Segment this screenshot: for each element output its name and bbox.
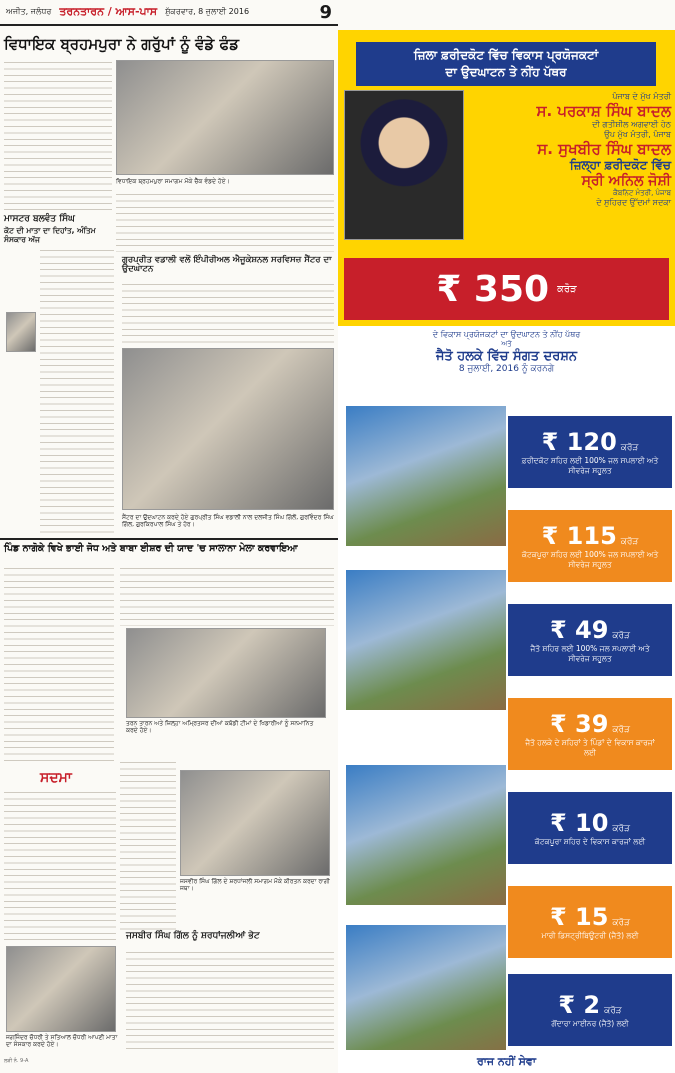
project-item [508,604,672,676]
footer-slogan: ਰਾਜ ਨਹੀਂ ਸੇਵਾ [476,1055,537,1068]
project-amount-row [542,428,639,456]
ad-photo-canal [346,925,506,1060]
date-line: 8 ਜੁਲਾਈ, 2016 ਨੂੰ ਕਰਨਗੇ [458,364,555,374]
article-1-text-b [116,192,334,252]
project-unit: ਕਰੋੜ [612,631,631,641]
ad-portrait [344,90,464,240]
article-5-photo [6,946,116,1032]
project-item [508,792,672,864]
project-description: ਗੋਂਦਾਰਾ ਮਾਈਨਰ (ਜੈਤੋ) ਲਈ [551,1019,629,1028]
article-3-photo [126,628,326,718]
headline-1: ਵਿਧਾਇਕ ਬ੍ਰਹਮਪੁਰਾ ਨੇ ਗਰੁੱਪਾਂ ਨੂੰ ਵੰਡੇ ਫੰਡ [4,35,240,53]
obit-1-subtitle: ਕੋਟ ਦੀ ਮਾਤਾ ਦਾ ਦਿਹਾਂਤ, ਅੰਤਿਮ ਸੰਸਕਾਰ ਅੱਜ [4,226,96,244]
advertisement [338,30,675,1073]
project-unit: ਕਰੋੜ [612,824,631,834]
ad-footer [338,1050,675,1073]
effort-line: ਦੇ ਸੁਹਿਰਦ ਉੱਦਮਾਂ ਸਦਕਾ [596,198,671,207]
article-3-caption: ਤਰਨ ਤਾਰਨ ਅਤੇ ਜ਼ਿਲ੍ਹਾ ਅਮ੍ਰਿਤਸਰ ਦੀਆਂ ਕਬੱਡੀ ਟੀਮਾਂ ਦੇ ਖਿਡਾਰੀਆਂ ਨੂੰ ਸਨਮਾਨਿਤ ਕਰਦੇ ਹੋਏ। [126,720,314,734]
cm-name: ਸ. ਪਰਕਾਸ਼ ਸਿੰਘ ਬਾਦਲ [536,102,671,120]
total-unit: ਕਰੋੜ [557,283,577,295]
project-unit: ਕਰੋੜ [620,443,639,453]
project-amount-row [542,522,639,550]
headline-3: ਪਿੰਡ ਨਾਗੋਕੇ ਵਿਖੇ ਭਾਈ ਜੋਧ ਅਤੇ ਬਾਬਾ ਈਸ਼ਰ ਦੀ ਯਾਦ 'ਚ ਸਾਲਾਨਾ ਮੇਲਾ ਕਰਵਾਇਆ [4,543,298,554]
project-item [508,698,672,770]
masthead-date: ਸ਼ੁੱਕਰਵਾਰ, 8 ਜੁਲਾਈ 2016 [165,7,250,16]
project-description: ਕੋਟਕਪੂਰਾ ਸ਼ਹਿਰ ਲਈ 100% ਜਲ ਸਪਲਾਈ ਅਤੇ ਸੀਵਰੇਜ ਸਹੂਲਤ [521,550,659,569]
article-2-photo [122,348,334,510]
divider [0,538,338,540]
article-2-text [122,282,334,344]
dcm-name: ਸ. ਸੁਖਬੀਰ ਸਿੰਘ ਬਾਦਲ [537,140,671,158]
article-2-caption: ਸੈਂਟਰ ਦਾ ਉਦਘਾਟਨ ਕਰਦੇ ਹੋਏ ਗੁਰਪ੍ਰੀਤ ਸਿੰਘ ਵਡਾਲੀ ਨਾਲ ਦਲਜੀਤ ਸਿੰਘ ਗਿੱਲੋਂ, ਗੁਰਵਿੰਦਰ ਸਿੰਘ ਗਿੱਲ, ਗੁਰਕਿਰਪਾਲ ਸਿੰਘ ਤੇ ਹੋਰ। [122,514,334,528]
district-line: ਜ਼ਿਲ੍ਹਾ ਫ਼ਰੀਦਕੋਟ ਵਿੱਚ [569,158,671,172]
project-amount: ₹ 49 [549,616,609,644]
obit-1-text [40,248,114,538]
project-amount: ₹ 115 [541,522,617,550]
obit-2-text [4,790,116,940]
project-description: ਕੋਟਕਪੂਰਾ ਸ਼ਹਿਰ ਦੇ ਵਿਕਾਸ ਕਾਰਜਾਂ ਲਈ [534,837,646,846]
project-item [508,974,672,1046]
project-amount-row [550,616,630,644]
project-amount: ₹ 120 [541,428,617,456]
project-description: ਫ਼ਰੀਦਕੋਟ ਸ਼ਹਿਰ ਲਈ 100% ਜਲ ਸਪਲਾਈ ਅਤੇ ਸੀਵਰੇਜ ਸਹੂਲਤ [521,456,659,475]
ad-photo-water-plant [346,406,506,546]
project-item [508,886,672,958]
minister-name: ਸ੍ਰੀ ਅਨਿਲ ਜੋਸ਼ੀ [581,173,671,189]
article-5-caption: ਜਗਜਿੰਦਰ ਚੌਧਰੀ ਤੇ ਸਤਿਆਲ ਚੌਧਰੀ ਆਪਣੀ ਮਾਤਾ ਦਾ ਸੰਸਕਾਰ ਕਰਦੇ ਹੋਏ। [6,1034,118,1048]
article-3-text [4,566,114,766]
project-amount: ₹ 2 [558,991,601,1019]
ad-title-line-1: ਜ਼ਿਲਾ ਫ਼ਰੀਦਕੋਟ ਵਿੱਚ ਵਿਕਾਸ ਪ੍ਰਯੋਜਕਟਾਂ [413,48,599,62]
project-description: ਜੈਤੋ ਸ਼ਹਿਰ ਲਈ 100% ਜਲ ਸਪਲਾਈ ਅਤੇ ਸੀਵਰੇਜ ਸਹੂਲਤ [530,644,650,663]
project-unit: ਕਰੋੜ [612,725,631,735]
dcm-label: ਉਪ ਮੁੱਖ ਮੰਤਰੀ, ਪੰਜਾਬ [604,130,671,139]
article-4-photo [180,770,330,876]
article-1-caption: ਵਿਧਾਇਕ ਬ੍ਰਹਮਪੁਰਾ ਸਮਾਗਮ ਮੌਕੇ ਚੈੱਕ ਵੰਡਦੇ ਹੋਏ। [116,178,230,185]
obit-2-title: ਸਦਮਾ [40,770,72,786]
article-4-text-b [126,950,334,1050]
sangat-line: ਜੈਤੋ ਹਲਕੇ ਵਿੱਚ ਸੰਗਤ ਦਰਸ਼ਨ [435,349,578,364]
article-4-text-a [120,760,176,930]
cm-label: ਪੰਜਾਬ ਦੇ ਮੁੱਖ ਮੰਤਰੀ [612,92,671,101]
article-1-photo [116,60,334,175]
project-amount-row [558,991,621,1019]
govt-line: ਦੀ ਗਤੀਸ਼ੀਲ ਅਗਵਾਈ ਹੇਠ [592,120,671,129]
masthead-city: ਅਜੀਤ, ਜਲੰਧਰ [6,7,52,16]
masthead-section: ਤਰਨਤਾਰਨ / ਆਸ-ਪਾਸ [59,5,158,18]
project-unit: ਕਰੋੜ [604,1006,622,1016]
headline-2: ਗੁਰਪ੍ਰੀਤ ਵਡਾਲੀ ਵਲੋਂ ਇੰਪੀਰੀਅਲ ਐਜੂਕੇਸ਼ਨਲ ਸਰਵਿਸਜ਼ ਸੈਂਟਰ ਦਾ ਉਦਘਾਟਨ [122,255,332,275]
headline-4: ਜਸਬੀਰ ਸਿੰਘ ਗਿੱਲ ਨੂੰ ਸ਼ਰਧਾਂਜਲੀਆਂ ਭੇਟ [126,931,260,941]
total-amount: ₹ 350 [436,268,550,310]
project-unit: ਕਰੋੜ [612,918,631,928]
subtitle-and: ਅਤੇ [501,340,512,348]
ad-subtitle [338,330,675,374]
ad-title-box [356,42,656,86]
ad-photo-water-tank [346,765,506,905]
obit-1-photo [6,312,36,352]
project-amount-row [550,903,630,931]
subtitle-line-1: ਦੇ ਵਿਕਾਸ ਪ੍ਰਯੋਜਕਟਾਂ ਦਾ ਉਦਘਾਟਨ ਤੇ ਨੀਂਹ ਪੱਥਰ [432,330,581,339]
project-description: ਮਾਰੀ ਡਿਸਟ੍ਰੀਬਿਊਟਰੀ (ਜੈਤੋ) ਲਈ [541,931,639,940]
project-amount: ₹ 15 [549,903,609,931]
ad-header [338,30,675,326]
minister-role: ਕੈਬਨਿਟ ਮੰਤਰੀ, ਪੰਜਾਬ [613,189,671,197]
project-description: ਜੈਤੋ ਹਲਕੇ ਦੇ ਸ਼ਹਿਰਾਂ ਤੇ ਪਿੰਡਾਂ ਦੇ ਵਿਕਾਸ ਕਾਰਜਾਂ ਲਈ [525,738,655,757]
footer-code: ਲੜੀ ਨੰ. 9-A [4,1058,29,1064]
ad-people [466,92,671,208]
project-amount: ₹ 39 [549,710,609,738]
ad-photo-road-roller [346,570,506,710]
article-4-caption: ਜਸਵੀਰ ਸਿੰਘ ਗਿੱਲ ਦੇ ਸ਼ਰਧਾਂਜਲੀ ਸਮਾਗਮ ਮੌਕੇ ਕੀਰਤਨ ਕਰਦਾ ਰਾਗੀ ਜਥਾ। [180,878,330,892]
project-amount: ₹ 10 [549,809,609,837]
project-unit: ਕਰੋੜ [620,537,639,547]
ad-title-line-2: ਦਾ ਉਦਘਾਟਨ ਤੇ ਨੀਂਹ ਪੱਥਰ [445,65,567,79]
article-1-text [4,60,112,210]
project-amount-row [550,710,630,738]
page-number: 9 [319,1,332,23]
project-amount-row [550,809,630,837]
obit-1-title: ਮਾਸਟਰ ਬਲਵੰਤ ਸਿੰਘ [4,214,75,224]
article-3-text-b [120,566,334,626]
project-item [508,416,672,488]
masthead [0,0,338,26]
project-item [508,510,672,582]
total-amount-box [344,258,669,320]
